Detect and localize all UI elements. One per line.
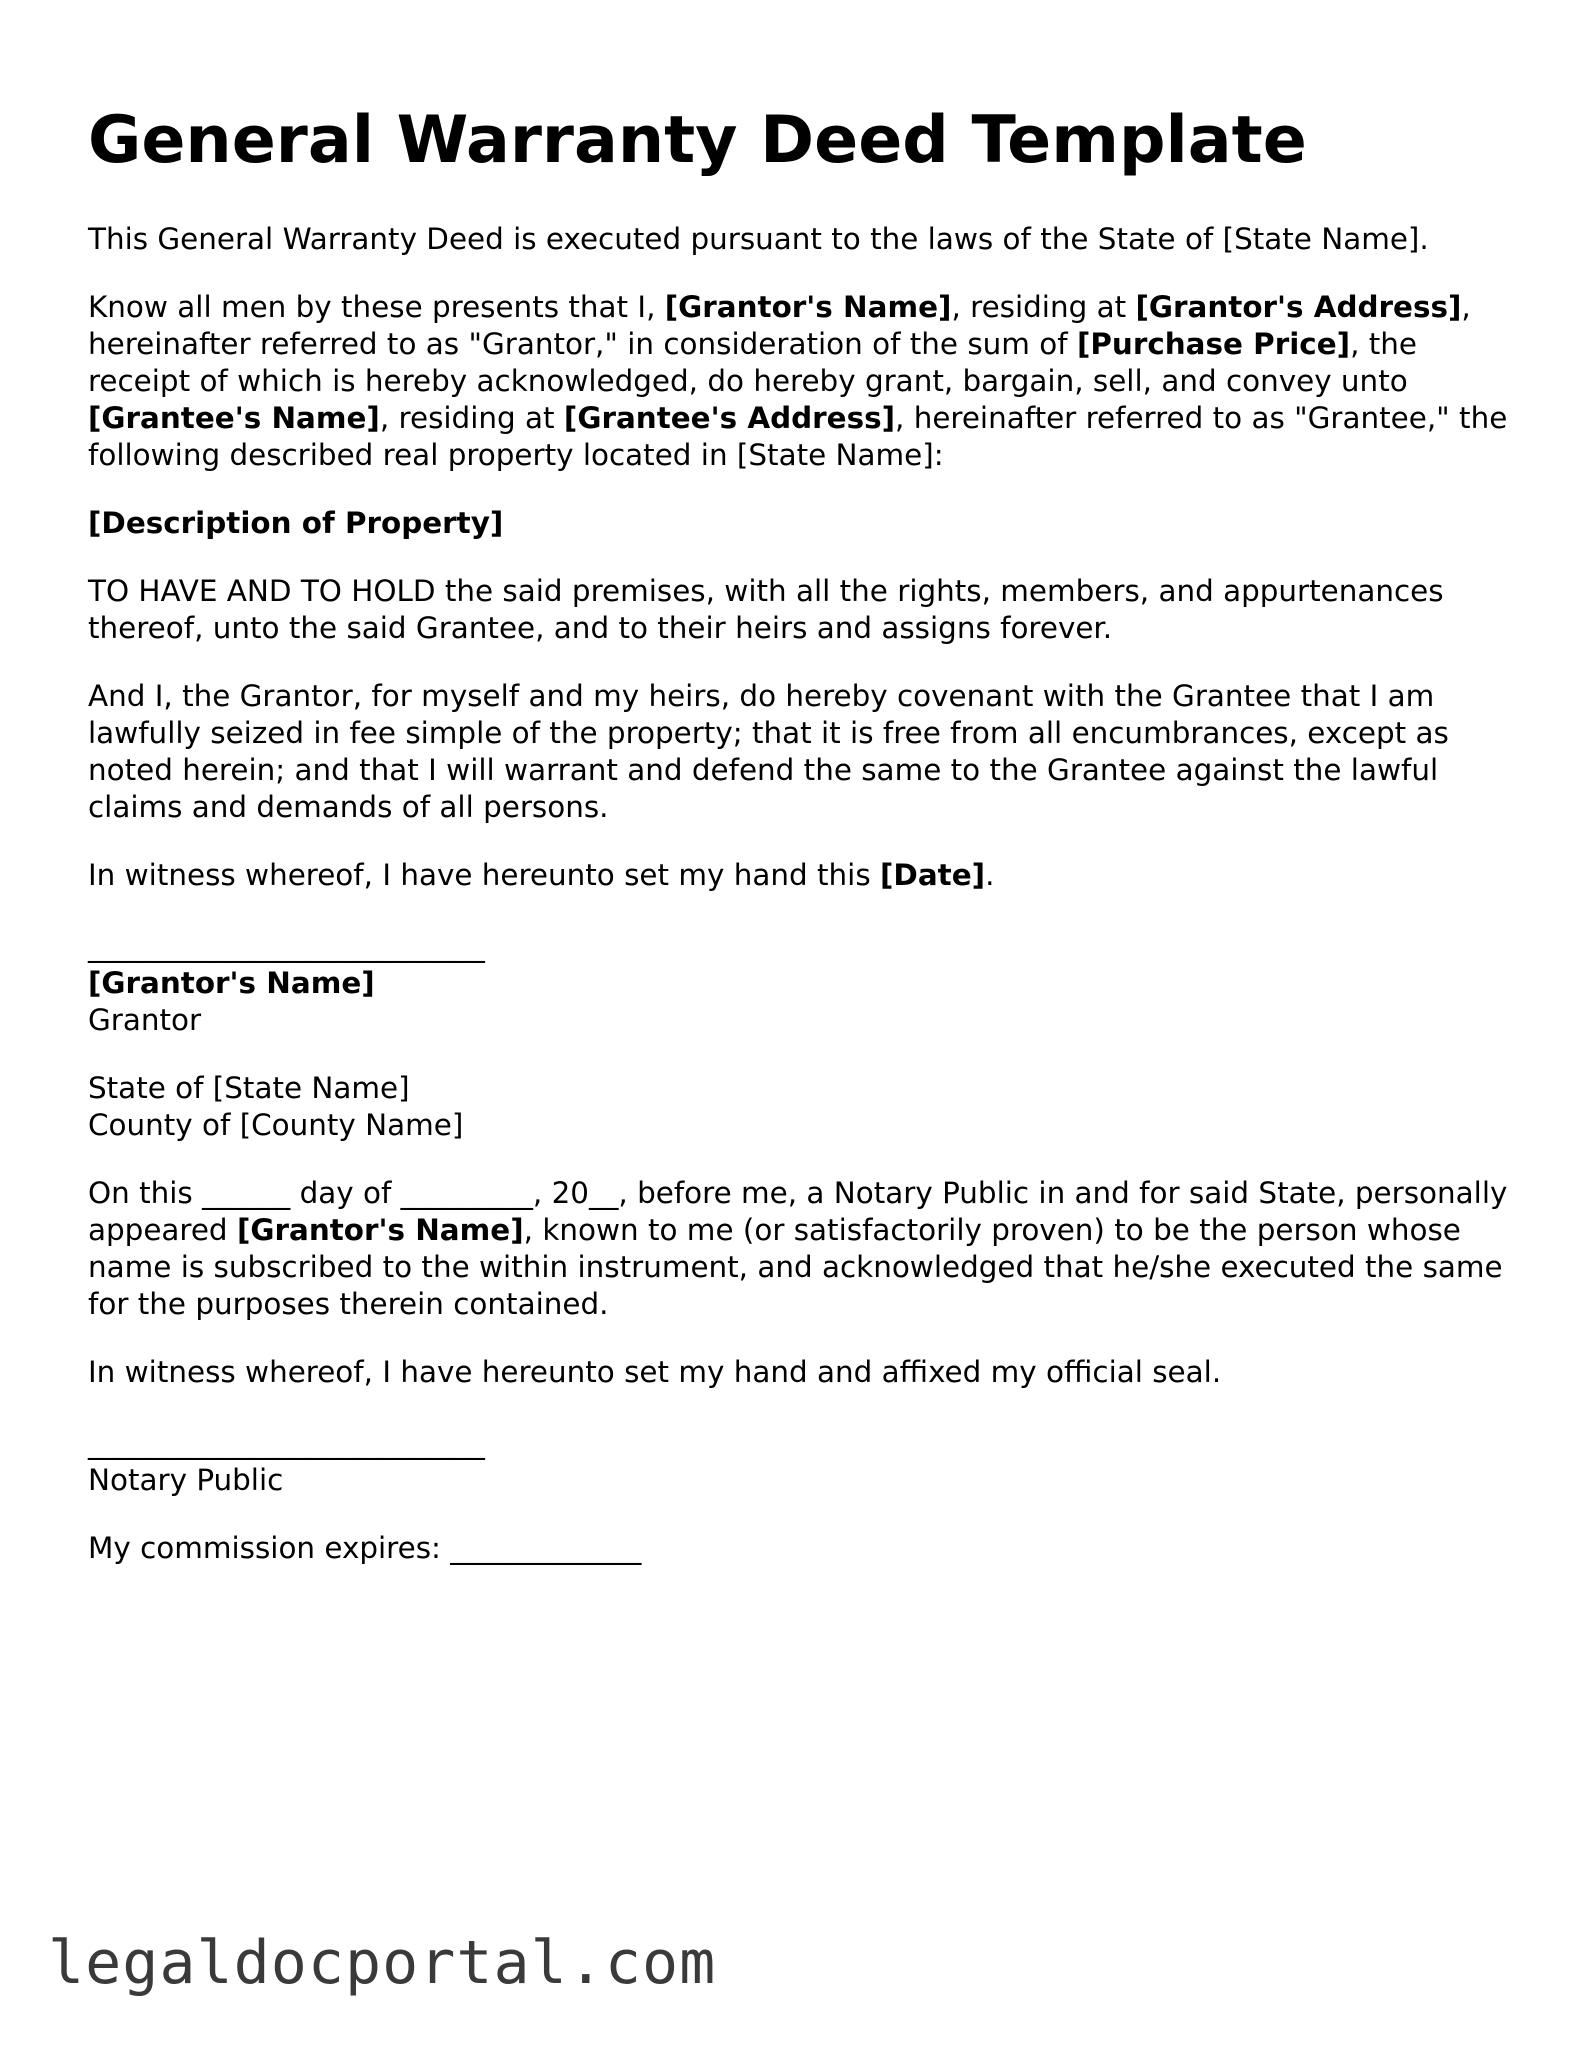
property-description-placeholder: [Description of Property] xyxy=(88,505,504,540)
grantor-signature-role: Grantor xyxy=(88,1002,202,1037)
conveyance-text-4: , the receipt of which is hereby acknowledged, do hereby grant, bargain, sell, and convey unto xyxy=(88,326,1417,398)
acknowledgment-grantor-name: [Grantor's Name] xyxy=(236,1212,524,1247)
grantor-signature-line: ___________________________ xyxy=(88,928,485,963)
notary-signature-line: ___________________________ xyxy=(88,1425,485,1460)
document-title: General Warranty Deed Template xyxy=(88,103,1307,178)
venue-state: State of [State Name] xyxy=(88,1070,410,1105)
venue-block xyxy=(88,1070,1508,1144)
habendum-paragraph: TO HAVE AND TO HOLD the said premises, with all the rights, members, and appurtenances thereof, unto the said Grantee, and to their heirs and assigns forever. xyxy=(88,573,1444,645)
notary-witness-paragraph: In witness whereof, I have hereunto set my hand and affixed my official seal. xyxy=(88,1354,1222,1389)
acknowledgment-text-1: On this ______ day of _________, 20__, before me, a Notary Public in and for said State, personally appeared xyxy=(88,1175,1508,1247)
commission-blank: _____________ xyxy=(450,1530,642,1565)
date-placeholder: [Date] xyxy=(879,857,986,892)
acknowledgment-text-2: , known to me (or satisfactorily proven) to be the person whose name is subscribed to the within instrument, and acknowledged that he/she executed the same for the purposes therein contained. xyxy=(88,1212,1503,1321)
purchase-price-placeholder: [Purchase Price] xyxy=(1076,326,1351,361)
commission-expires xyxy=(88,1530,1508,1567)
grantor-signature-name: [Grantor's Name] xyxy=(88,965,375,1000)
grantor-address-placeholder: [Grantor's Address] xyxy=(1135,289,1462,324)
witness-text-2: . xyxy=(985,857,995,892)
acknowledgment-paragraph xyxy=(88,1175,1508,1323)
commission-label: My commission expires: xyxy=(88,1530,451,1565)
venue-county: County of [County Name] xyxy=(88,1107,464,1142)
grantee-address-placeholder: [Grantee's Address] xyxy=(563,400,896,435)
conveyance-text-3: , hereinafter referred to as "Grantor," in consideration of the sum of xyxy=(88,289,1471,361)
notary-signature-label: Notary Public xyxy=(88,1462,284,1497)
grantor-signature-block xyxy=(88,928,1508,1039)
grantee-name-placeholder: [Grantee's Name] xyxy=(88,400,380,435)
site-watermark: legaldocportal.com xyxy=(48,1928,717,1998)
conveyance-paragraph xyxy=(88,289,1508,474)
covenant-paragraph: And I, the Grantor, for myself and my heirs, do hereby covenant with the Grantee that I am lawfully seized in fee simple of the property; that it is free from all encumbrances, except as noted herein; and that I will warrant and defend the same to the Grantee against the lawful claims and demands of all persons. xyxy=(88,678,1449,824)
property-description-paragraph xyxy=(88,505,1508,542)
witness-text-1: In witness whereof, I have hereunto set my hand this xyxy=(88,857,880,892)
witness-paragraph xyxy=(88,857,1508,894)
grantor-name-placeholder: [Grantor's Name] xyxy=(664,289,952,324)
document-page xyxy=(88,104,1508,1598)
conveyance-text-1: Know all men by these presents that I, xyxy=(88,289,665,324)
intro-paragraph: This General Warranty Deed is executed pursuant to the laws of the State of [State Name]. xyxy=(88,221,1429,256)
conveyance-text-5: , residing at xyxy=(379,400,564,435)
conveyance-text-2: , residing at xyxy=(951,289,1136,324)
conveyance-text-6: , hereinafter referred to as "Grantee," the following described real property located in [State Name]: xyxy=(88,400,1508,472)
notary-signature-block xyxy=(88,1425,1508,1499)
